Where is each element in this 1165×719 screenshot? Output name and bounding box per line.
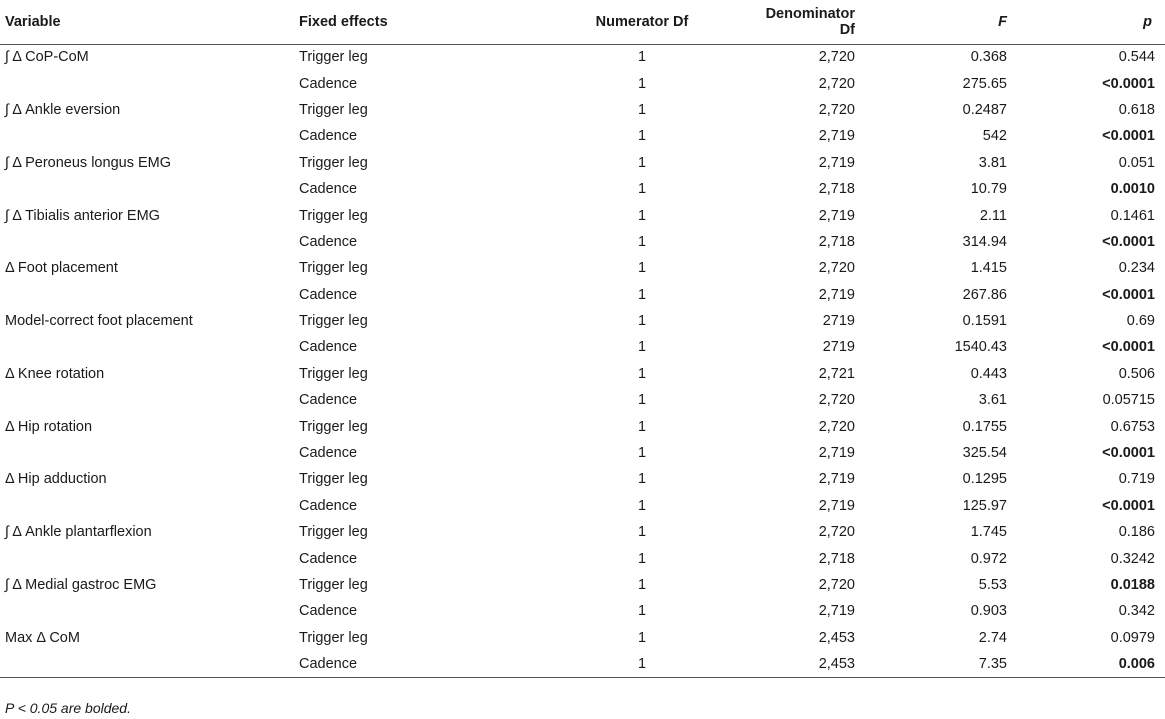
cell-denominator-df: 2719 [822,313,855,330]
cell-numerator-df: 1 [532,651,752,677]
cell-fixed-effect: Cadence [295,651,532,677]
cell-numerator-df: 1 [637,154,647,171]
cell-denominator-df: 2,453 [818,629,855,646]
cell-numerator-df: 1 [637,603,647,620]
cell-p-value: 0.051 [1118,154,1155,171]
cell-numerator-df: 1 [637,497,647,514]
cell-variable [0,598,295,624]
cell-numerator-df: 1 [637,471,647,488]
cell-variable: Δ Foot placement [5,260,118,277]
table-row [0,308,1165,334]
cell-p-value: <0.0001 [1102,128,1155,145]
cell-numerator-df: 1 [637,339,647,356]
cell-fixed-effect: Cadence [299,286,358,303]
cell-p-value: 0.342 [1118,603,1155,620]
cell-variable: ∫ Δ Medial gastroc EMG [5,577,157,593]
cell-variable [0,229,295,255]
cell-numerator-df: 1 [637,577,647,593]
table-row [0,519,1165,545]
table-header-row [0,0,1165,44]
cell-variable [0,334,295,360]
cell-f-value: 2.11 [979,207,1007,224]
table-row [0,572,1165,598]
cell-numerator-df: 1 [637,313,647,330]
cell-denominator-df: 2,720 [818,260,855,277]
cell-p-value: <0.0001 [1102,286,1155,303]
cell-f-value: 5.53 [978,577,1007,593]
cell-numerator-df: 1 [637,445,647,462]
cell-denominator-df: 2,718 [818,181,855,198]
cell-p-value: 0.0188 [1110,577,1155,593]
cell-p-value: 0.6753 [1110,418,1155,435]
cell-fixed-effect: Cadence [299,181,358,198]
cell-f-value: 1.415 [970,260,1007,277]
cell-p-value: <0.0001 [1102,233,1155,250]
cell-numerator-df: 1 [637,181,647,198]
cell-variable [0,282,295,308]
table-row [0,598,1165,624]
cell-fixed-effect: Trigger leg [299,365,368,382]
cell-denominator-df: 2,720 [818,392,855,409]
cell-p-value: 0.719 [1118,471,1155,488]
cell-fixed-effect: Trigger leg [299,101,368,118]
cell-fixed-effect: Trigger leg [299,577,368,593]
cell-denominator-df: 2,720 [818,75,855,92]
cell-f-value: 0.903 [970,603,1007,620]
cell-variable [0,70,295,96]
table-footnote: P < 0.05 are bolded. [5,700,131,716]
cell-variable: ∫ Δ Ankle eversion [5,101,121,118]
cell-denominator-df: 2,718 [818,233,855,250]
cell-denominator-df: 2,719 [818,471,855,488]
cell-numerator-df: 1 [637,233,647,250]
cell-fixed-effect: Cadence [299,497,358,514]
cell-f-value: 275.65 [962,75,1007,92]
cell-numerator-df: 1 [637,524,647,541]
table-row [0,229,1165,255]
cell-f-value: 3.61 [978,392,1007,409]
cell-f-value: 0.368 [970,49,1007,66]
cell-variable [0,440,295,466]
cell-fixed-effect: Trigger leg [299,313,368,330]
cell-variable: Δ Hip rotation [5,418,93,435]
table-row [0,413,1165,439]
header-p: p [1007,0,1165,44]
cell-f-value: 2.74 [978,629,1007,646]
cell-fixed-effect: Trigger leg [299,524,368,541]
cell-f-value: 314.94 [962,233,1007,250]
cell-denominator-df: 2,719 [818,445,855,462]
table-row [0,176,1165,202]
cell-numerator-df: 1 [637,128,647,145]
cell-fixed-effect: Trigger leg [299,49,368,66]
table-row [0,282,1165,308]
cell-variable [0,176,295,202]
cell-denominator-df: 2,719 [818,497,855,514]
cell-f-value: 1540.43 [954,339,1007,356]
cell-denominator-df: 2,453 [752,651,855,677]
cell-f-value: 0.1295 [962,471,1007,488]
table-row [0,123,1165,149]
cell-p-value: 0.3242 [1110,550,1155,567]
cell-numerator-df: 1 [637,75,647,92]
cell-fixed-effect: Trigger leg [299,418,368,435]
table-row [0,440,1165,466]
cell-p-value: 0.0979 [1110,629,1155,646]
cell-f-value: 0.2487 [962,101,1007,118]
cell-fixed-effect: Trigger leg [299,207,368,224]
cell-f-value: 0.1591 [962,313,1007,330]
cell-variable [0,493,295,519]
cell-p-value: <0.0001 [1102,497,1155,514]
cell-denominator-df: 2,719 [818,154,855,171]
cell-variable: Max Δ CoM [5,629,80,646]
cell-denominator-df: 2,720 [818,49,855,66]
cell-f-value: 325.54 [962,445,1007,462]
cell-fixed-effect: Cadence [299,339,358,356]
cell-numerator-df: 1 [637,286,647,303]
table-row [0,70,1165,96]
cell-variable: ∫ Δ Tibialis anterior EMG [5,207,160,224]
cell-denominator-df: 2,719 [818,603,855,620]
cell-f-value: 0.1755 [962,418,1007,435]
cell-variable: Δ Knee rotation [5,365,105,382]
cell-denominator-df: 2,720 [818,101,855,118]
cell-f-value: 267.86 [962,286,1007,303]
table-row [0,97,1165,123]
cell-denominator-df: 2,720 [818,418,855,435]
cell-p-value: 0.506 [1118,365,1155,382]
table-row [0,334,1165,360]
cell-p-value: <0.0001 [1102,445,1155,462]
cell-p-value: 0.544 [1118,49,1155,66]
cell-denominator-df: 2,719 [818,286,855,303]
cell-denominator-df: 2,719 [818,207,855,224]
table-row [0,387,1165,413]
cell-f-value: 542 [982,128,1007,145]
cell-numerator-df: 1 [637,629,647,646]
cell-denominator-df: 2,721 [818,365,855,382]
table-row [0,466,1165,492]
cell-numerator-df: 1 [637,550,647,567]
table-body [0,44,1165,677]
cell-p-value: 0.0010 [1110,181,1155,198]
cell-variable [0,651,295,677]
cell-f-value: 0.972 [970,550,1007,567]
cell-f-value: 10.79 [970,181,1007,198]
cell-fixed-effect: Cadence [299,128,358,145]
cell-variable [0,123,295,149]
cell-p-value: 0.69 [1126,313,1155,330]
cell-p-value: 0.186 [1118,524,1155,541]
header-fixed-effects: Fixed effects [295,0,532,44]
cell-p-value: 0.05715 [1102,392,1155,409]
header-variable: Variable [0,0,295,44]
header-denominator-df: Denominator Df [752,0,855,44]
header-f: F [855,0,1007,44]
cell-numerator-df: 1 [637,392,647,409]
cell-fixed-effect: Cadence [299,550,358,567]
cell-f-value: 1.745 [970,524,1007,541]
cell-p-value: <0.0001 [1102,75,1155,92]
cell-f-value: 0.443 [970,365,1007,382]
cell-numerator-df: 1 [637,260,647,277]
cell-denominator-df: 2,720 [818,577,855,593]
cell-variable: Model-correct foot placement [5,313,193,330]
cell-numerator-df: 1 [637,49,647,66]
cell-fixed-effect: Cadence [299,75,358,92]
cell-f-value: 3.81 [978,154,1007,171]
cell-fixed-effect: Cadence [299,392,358,409]
cell-numerator-df: 1 [637,418,647,435]
table-row [0,150,1165,176]
table-row [0,625,1165,651]
table-row [0,255,1165,281]
cell-denominator-df: 2,720 [818,524,855,541]
table-row [0,651,1165,677]
cell-variable: ∫ Δ Peroneus longus EMG [5,154,171,171]
header-numerator-df: Numerator Df [532,0,752,44]
cell-p-value: 0.234 [1118,260,1155,277]
table-row [0,44,1165,70]
cell-fixed-effect: Cadence [299,233,358,250]
cell-p-value: <0.0001 [1102,339,1155,356]
cell-p-value: 0.618 [1118,101,1155,118]
cell-fixed-effect: Trigger leg [299,471,368,488]
cell-denominator-df: 2,718 [818,550,855,567]
table-row [0,361,1165,387]
cell-denominator-df: 2719 [822,339,855,356]
cell-f-value: 7.35 [855,651,1007,677]
cell-variable [0,545,295,571]
table-row [0,493,1165,519]
cell-p-value: 0.1461 [1110,207,1155,224]
cell-f-value: 125.97 [962,497,1007,514]
cell-numerator-df: 1 [637,101,647,118]
cell-fixed-effect: Trigger leg [299,260,368,277]
cell-numerator-df: 1 [637,365,647,382]
cell-p-value: 0.006 [1007,651,1165,677]
cell-variable: ∫ Δ Ankle plantarflexion [5,524,152,541]
cell-variable: Δ Hip adduction [5,471,107,488]
cell-variable [0,387,295,413]
cell-fixed-effect: Trigger leg [299,629,368,646]
cell-numerator-df: 1 [637,207,647,224]
cell-denominator-df: 2,719 [818,128,855,145]
cell-variable: ∫ Δ CoP-CoM [5,49,89,66]
cell-fixed-effect: Trigger leg [299,154,368,171]
table-row [0,202,1165,228]
cell-fixed-effect: Cadence [299,445,358,462]
cell-fixed-effect: Cadence [299,603,358,620]
table-row [0,545,1165,571]
